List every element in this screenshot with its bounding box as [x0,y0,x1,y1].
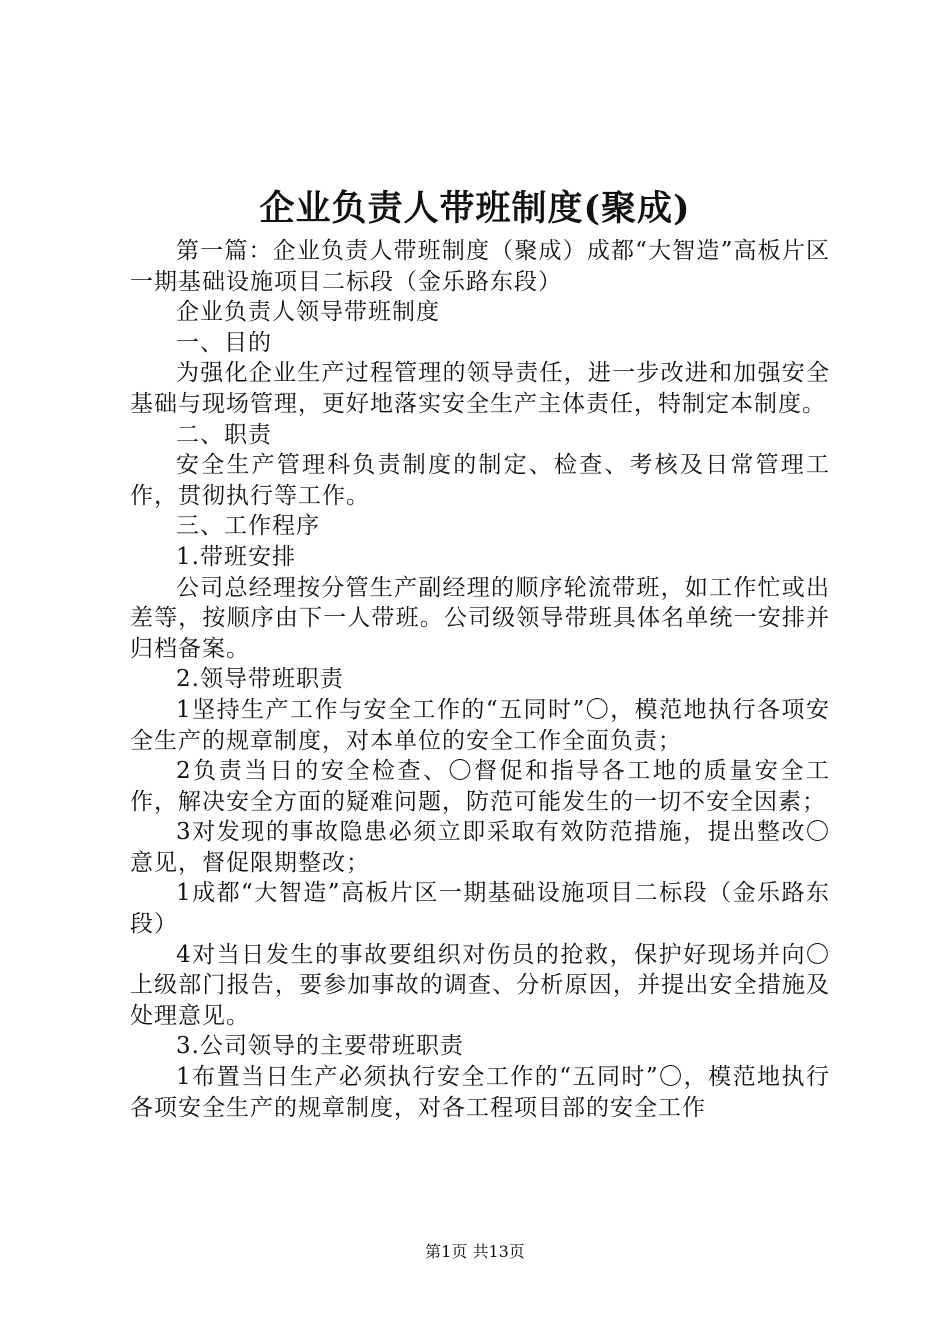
list-item: 3对发现的事故隐患必须立即采取有效防范措施，提出整改〇意见，督促限期整改； [130,819,830,876]
paragraph: 1成都“大智造”高板片区一期基础设施项目二标段（金乐路东段） [130,880,830,938]
section-heading: 二、职责 [176,421,272,448]
subsection-heading: 1.带班安排 [176,543,296,570]
subsection-heading: 3.公司领导的主要带班职责 [176,1033,464,1060]
paragraph: 第一篇：企业负责人带班制度（聚成）成都“大智造”高板片区一期基础设施项目二标段（金乐路东段） [130,238,830,295]
subsection-heading: 2.领导带班职责 [176,666,344,693]
page-footer [0,1240,950,1264]
document-body [130,236,830,1123]
list-item: 2负责当日的安全检查、〇督促和指导各工地的质量安全工作，解决安全方面的疑难问题，防范可能发生的一切不安全因素； [130,758,830,815]
list-item: 1坚持生产工作与安全工作的“五同时”〇，模范地执行各项安全生产的规章制度，对本单位的安全工作全面负责； [130,696,830,754]
list-item: 1布置当日生产必须执行安全工作的“五同时”〇，模范地执行各项安全生产的规章制度，对各工程项目部的安全工作 [130,1064,830,1121]
paragraph: 企业负责人领导带班制度 [176,299,440,326]
paragraph: 公司总经理按分管生产副经理的顺序轮流带班，如工作忙或出差等，按顺序由下一人带班。公司级领导带班具体名单统一安排并归档备案。 [130,574,830,662]
list-item: 4对当日发生的事故要组织对伤员的抢救，保护好现场并向〇上级部门报告，要参加事故的调查、分析原因，并提出安全措施及处理意见。 [130,941,830,1029]
page-number: 第1页 共13页 [425,1242,525,1261]
paragraph: 安全生产管理科负责制度的制定、检查、考核及日常管理工作，贯彻执行等工作。 [130,452,830,509]
document-title: 企业负责人带班制度(聚成) [259,188,691,229]
section-heading: 一、目的 [176,329,272,356]
paragraph: 为强化企业生产过程管理的领导责任，进一步改进和加强安全基础与现场管理，更好地落实安全生产主体责任，特制定本制度。 [130,360,830,417]
section-heading: 三、工作程序 [176,513,320,540]
